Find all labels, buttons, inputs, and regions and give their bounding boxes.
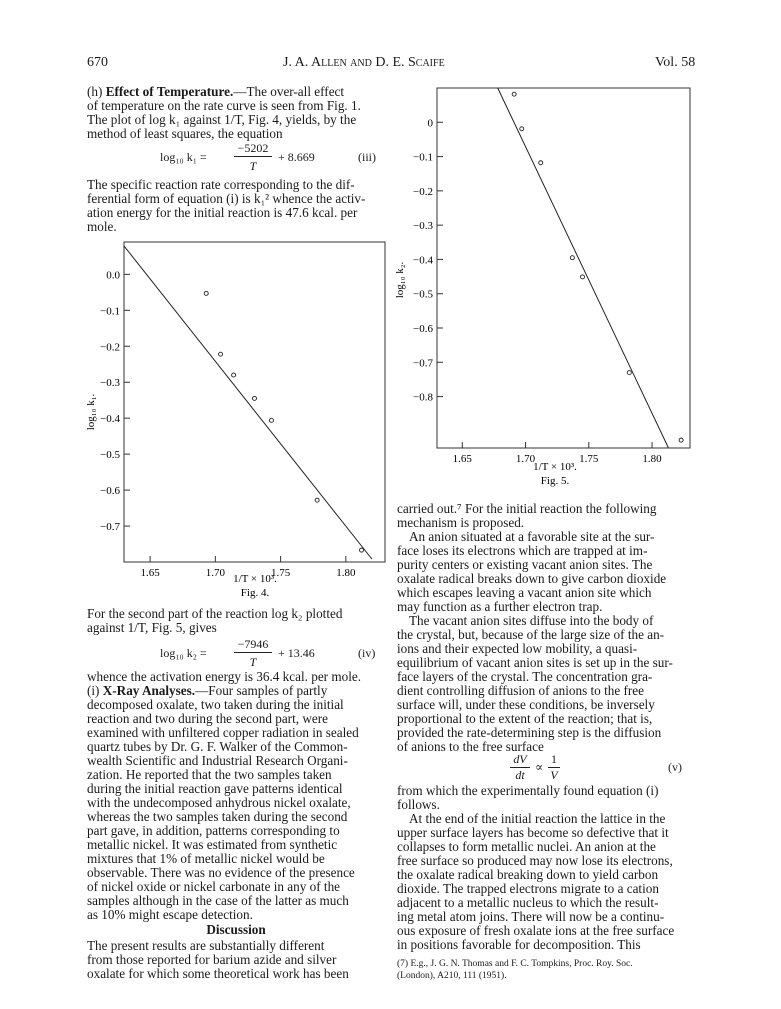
text-line: against 1/T, Fig. 5, gives bbox=[87, 620, 217, 635]
fig4-y-tick-label: −0.1 bbox=[100, 305, 120, 318]
text-line: observable. There was no evidence of the presence bbox=[87, 865, 355, 880]
text-line: in positions favorable for decomposition. This bbox=[397, 937, 641, 952]
text-line: mixtures that 1% of metallic nickel would be bbox=[87, 851, 325, 866]
fig5-data-point bbox=[570, 256, 574, 260]
equation-iii-rest: + 8.669 bbox=[278, 150, 315, 164]
equation-iv-denominator: T bbox=[249, 655, 257, 669]
fig4-y-tick-label: −0.4 bbox=[100, 413, 120, 426]
text-line: follows. bbox=[397, 797, 440, 812]
section-i-title: X-Ray Analyses. bbox=[102, 683, 196, 698]
fig5-y-tick-label: −0.2 bbox=[413, 185, 433, 198]
text-line: face loses its electrons which are trapped at im- bbox=[397, 543, 648, 558]
fig5-y-tick-label: −0.4 bbox=[413, 254, 433, 267]
equation-v-numerator-right: 1 bbox=[548, 752, 560, 768]
text-line: with the undecomposed anhydrous nickel oxalate, bbox=[87, 795, 351, 810]
text-line: which escapes leaving a vacant anion site which bbox=[397, 585, 652, 600]
footnote-7-line-1: (7) E.g., J. G. N. Thomas and F. C. Tompkins, Proc. Roy. Soc. bbox=[397, 959, 633, 969]
text-line: part gave, in addition, patterns corresponding to bbox=[87, 823, 340, 838]
equation-v-proportional: ∝ bbox=[535, 760, 544, 774]
fig4-y-tick-label: −0.6 bbox=[100, 485, 120, 498]
fig5-data-point bbox=[679, 438, 683, 442]
text-line: zation. He reported that the two samples taken bbox=[87, 767, 332, 782]
text-line: the oxalate radical breaking down to yield carbon bbox=[397, 867, 659, 882]
figure-5-x-axis-label: 1/T × 10³. bbox=[533, 461, 577, 473]
equation-iii-tag: (iii) bbox=[358, 150, 376, 164]
equation-iv-tag: (iv) bbox=[358, 646, 376, 660]
text-line: dient controlling diffusion of anions to the free bbox=[397, 683, 644, 698]
text-line: of anions to the free surface bbox=[397, 739, 544, 754]
figure-4-caption: Fig. 4. bbox=[240, 587, 270, 599]
section-h-text: —The over-all effect bbox=[233, 84, 345, 99]
text-line: as 10% might escape detection. bbox=[87, 907, 253, 922]
fig5-y-tick-label: 0 bbox=[427, 117, 433, 130]
text-line: face layers of the crystal. The concentration gra- bbox=[397, 669, 653, 684]
fig5-y-tick-label: −0.1 bbox=[413, 151, 433, 164]
text-line: upper surface layers has become so defective that it bbox=[397, 825, 669, 840]
fig4-x-tick-label: 1.75 bbox=[270, 567, 291, 579]
figure-5-y-axis-label: log₁₀ k₂. bbox=[394, 261, 406, 299]
text-line: mechanism is proposed. bbox=[397, 515, 525, 530]
figure-5-frame bbox=[437, 88, 690, 448]
text-line: whereas the two samples taken during the second bbox=[87, 809, 348, 824]
fig5-y-tick-label: −0.5 bbox=[413, 288, 433, 301]
text-line: ation energy for the initial reaction is 47.6 kcal. per bbox=[87, 205, 358, 220]
figure-4-x-axis-label: 1/T × 10³. bbox=[233, 573, 277, 585]
fig4-data-point bbox=[269, 418, 273, 422]
running-head-authors: J. A. Allen and D. E. Scaife bbox=[283, 55, 445, 70]
text-line: during the initial reaction gave patterns identical bbox=[87, 781, 343, 796]
figure-4-chart bbox=[80, 235, 390, 605]
fig5-y-tick-label: −0.3 bbox=[413, 220, 433, 233]
footnote-7-line-2: (London), A210, 111 (1951). bbox=[397, 971, 507, 981]
section-i-text: —Four samples of partly bbox=[195, 683, 328, 698]
text-line: The present results are substantially different bbox=[87, 938, 325, 953]
fig5-y-tick-label: −0.7 bbox=[413, 357, 433, 370]
section-i-label: (i) bbox=[87, 683, 100, 698]
text-line: surface will, under these conditions, be inversely bbox=[397, 697, 655, 712]
text-line: wealth Scientific and Industrial Research Organi- bbox=[87, 753, 348, 768]
equation-v-tag: (v) bbox=[668, 760, 682, 774]
equation-iii-numerator: −5202 bbox=[234, 141, 272, 157]
text-line: metallic nickel. It was estimated from synthetic bbox=[87, 837, 338, 852]
text-line: of nickel oxide or nickel carbonate in any of the bbox=[87, 879, 341, 894]
text-line: provided the rate-determining step is the diffusion bbox=[397, 725, 662, 740]
text-line: reaction and two during the second part, were bbox=[87, 711, 328, 726]
text-line: method of least squares, the equation bbox=[87, 126, 283, 141]
fig4-data-point bbox=[232, 373, 236, 377]
text-line: The plot of log k₁ against 1/T, Fig. 4, yields, by the bbox=[87, 112, 357, 127]
text-line: examined with unfiltered copper radiation in sealed bbox=[87, 725, 359, 740]
text-line: from those reported for barium azide and silver bbox=[87, 952, 337, 967]
equation-iv-lhs: log₁₀ k₂ = bbox=[160, 646, 207, 660]
equation-iv-numerator: −7946 bbox=[234, 637, 272, 653]
fig4-x-tick-label: 1.65 bbox=[140, 567, 160, 579]
fig4-x-tick-label: 1.70 bbox=[205, 567, 225, 579]
text-line: of temperature on the rate curve is seen from Fig. 1. bbox=[87, 98, 361, 113]
fig4-fit-line bbox=[124, 246, 372, 559]
text-line: equilibrium of vacant anion sites is set up in the sur- bbox=[397, 655, 673, 670]
text-line: ing metal atom joins. There will now be a continu- bbox=[397, 909, 665, 924]
text-line: samples although in the case of the latter as much bbox=[87, 893, 349, 908]
fig5-x-tick-label: 1.80 bbox=[642, 453, 662, 465]
fig4-y-tick-label: −0.5 bbox=[100, 449, 120, 462]
page-number: 670 bbox=[87, 55, 108, 70]
text-line: proportional to the extent of the reaction; that is, bbox=[397, 711, 653, 726]
fig5-data-point bbox=[627, 371, 631, 375]
fig4-data-point bbox=[253, 396, 257, 400]
fig5-data-point bbox=[512, 92, 516, 96]
section-h-title: Effect of Temperature. bbox=[105, 84, 234, 99]
fig4-x-tick-label: 1.80 bbox=[336, 567, 356, 579]
fig5-x-tick-label: 1.65 bbox=[452, 453, 472, 465]
figure-5-chart bbox=[390, 80, 710, 490]
text-line: collapses to form metallic nuclei. An anion at the bbox=[397, 839, 656, 854]
text-line: oxalate radical breaks down to give carbon dioxide bbox=[397, 571, 667, 586]
fig5-fit-line bbox=[498, 88, 669, 448]
section-i-heading bbox=[87, 684, 327, 698]
fig4-data-point bbox=[360, 548, 364, 552]
fig4-y-tick-label: −0.7 bbox=[100, 521, 120, 534]
figure-4-frame bbox=[124, 242, 385, 562]
section-h-label: (h) bbox=[87, 84, 103, 99]
equation-v-denominator-right: V bbox=[550, 768, 558, 782]
equation-v-numerator-left: dV bbox=[510, 752, 530, 768]
fig4-data-point bbox=[204, 291, 208, 295]
text-line: carried out.⁷ For the initial reaction the following bbox=[397, 501, 657, 516]
text-line: At the end of the initial reaction the lattice in the bbox=[409, 811, 666, 826]
fig5-data-point bbox=[520, 127, 524, 131]
equation-iii-denominator: T bbox=[249, 159, 257, 173]
fig5-y-tick-label: −0.8 bbox=[413, 391, 433, 404]
text-line: ous exposure of fresh oxalate ions at the free surface bbox=[397, 923, 675, 938]
text-line: The vacant anion sites diffuse into the body of bbox=[409, 613, 654, 628]
text-line: decomposed oxalate, two taken during the initial bbox=[87, 697, 344, 712]
discussion-heading: Discussion bbox=[206, 922, 266, 937]
fig5-x-tick-label: 1.70 bbox=[515, 453, 536, 465]
text-line: whence the activation energy is 36.4 kcal. per mole. bbox=[87, 669, 362, 684]
text-line: ferential form of equation (i) is k₁² whence the activ- bbox=[87, 191, 366, 206]
volume-label: Vol. 58 bbox=[655, 55, 696, 70]
text-line: An anion situated at a favorable site at the sur- bbox=[409, 529, 655, 544]
equation-iii-lhs: log₁₀ k₁ = bbox=[160, 150, 207, 164]
fig4-data-point bbox=[315, 498, 319, 502]
text-line: ions and their expected low mobility, a quasi- bbox=[397, 641, 638, 656]
text-line: may function as a further electron trap. bbox=[397, 599, 603, 614]
section-h-heading bbox=[87, 85, 344, 99]
text-line: oxalate for which some theoretical work has been bbox=[87, 966, 349, 981]
text-line: from which the experimentally found equation (i) bbox=[397, 783, 659, 798]
fig4-y-tick-label: 0.0 bbox=[106, 269, 120, 282]
equation-iv-rest: + 13.46 bbox=[278, 646, 315, 660]
fig4-y-tick-label: −0.2 bbox=[100, 341, 120, 354]
text-line: the crystal, but, because of the large size of the an- bbox=[397, 627, 665, 642]
text-line: quartz tubes by Dr. G. F. Walker of the Common- bbox=[87, 739, 348, 754]
text-line: mole. bbox=[87, 219, 117, 234]
text-line: adjacent to a metallic nucleus to which the result- bbox=[397, 895, 659, 910]
text-line: dioxide. The trapped electrons migrate to a cation bbox=[397, 881, 659, 896]
fig5-x-tick-label: 1.75 bbox=[579, 453, 599, 465]
text-line: For the second part of the reaction log k₂ plotted bbox=[87, 606, 343, 621]
text-line: The specific reaction rate corresponding to the dif- bbox=[87, 177, 355, 192]
fig5-y-tick-label: −0.6 bbox=[413, 323, 433, 335]
text-line: purity centers or existing vacant anion sites. The bbox=[397, 557, 653, 572]
fig4-y-tick-label: −0.3 bbox=[100, 377, 120, 390]
fig5-data-point bbox=[580, 275, 584, 279]
equation-v-denominator-left: dt bbox=[515, 768, 525, 782]
figure-5-caption: Fig. 5. bbox=[540, 475, 570, 487]
fig5-data-point bbox=[539, 161, 543, 165]
figure-4-y-axis-label: log₁₀ k₁. bbox=[85, 393, 97, 431]
text-line: free surface so produced may now lose its electrons, bbox=[397, 853, 673, 868]
fig4-data-point bbox=[219, 352, 223, 356]
